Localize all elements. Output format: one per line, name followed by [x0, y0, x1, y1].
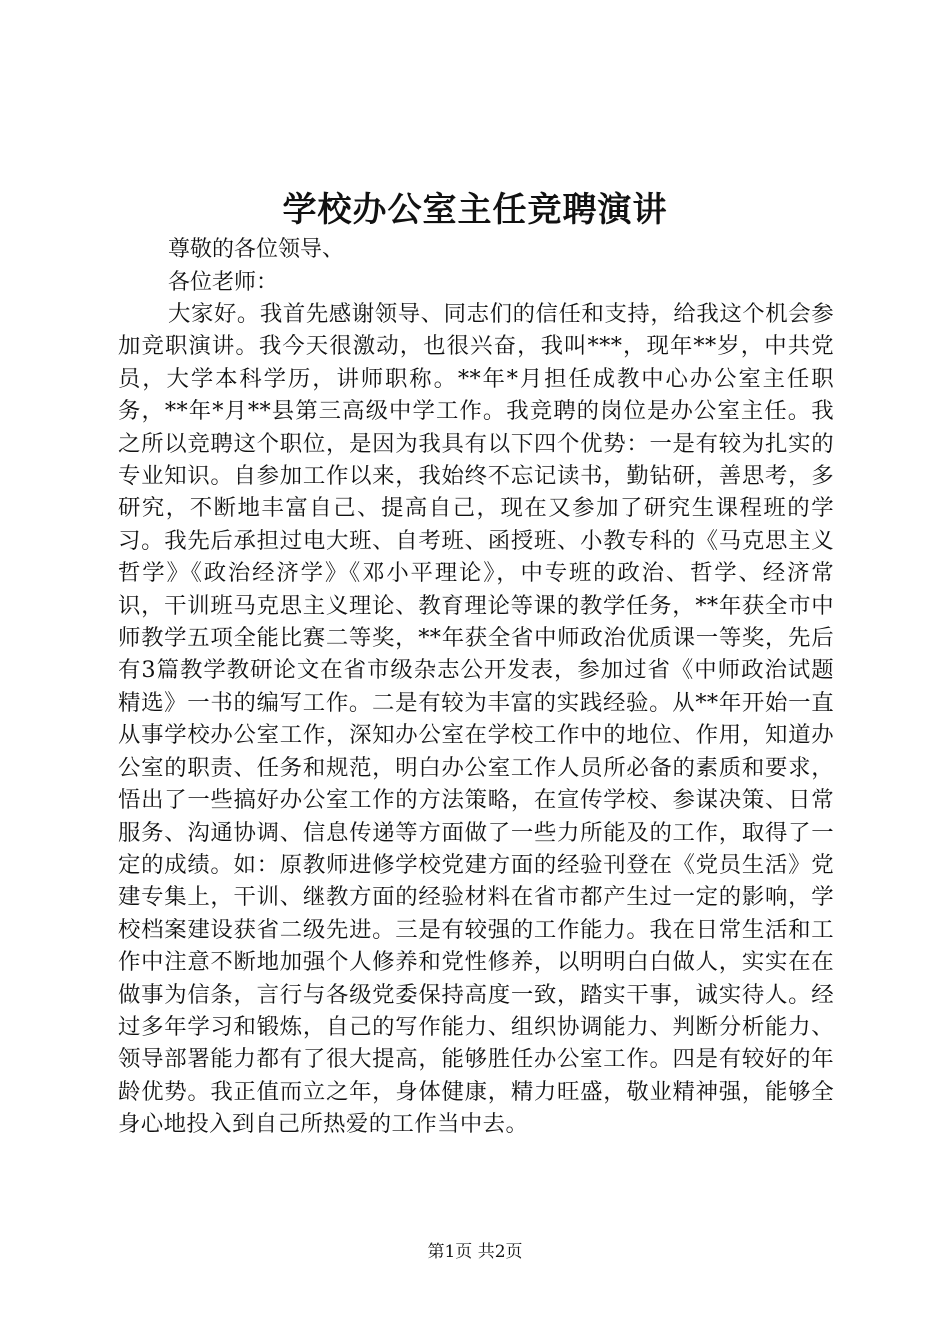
salutation-teachers: 各位老师：	[168, 270, 279, 295]
salutation-leaders: 尊敬的各位领导、	[168, 237, 345, 262]
document-title: 学校办公室主任竞聘演讲	[282, 190, 668, 230]
speech-body: 大家好。我首先感谢领导、同志们的信任和支持，给我这个机会参加竞职演讲。我今天很激动，也很兴奋，我叫***，现年**岁，中共党员，大学本科学历，讲师职称。**年*月担任成教中心办公室主任职务，**年*月**县第三高级中学工作。我竞聘的岗位是办公室主任。我之所以竞聘这个职位，是因为我具有以下四个优势：一是有较为扎实的专业知识。自参加工作以来，我始终不忘记读书，勤钻研，善思考，多研究，不断地丰富自己、提高自己，现在又参加了研究生课程班的学习。我先后承担过电大班、自考班、函授班、小教专科的《马克思主义哲学》《政治经济学》《邓小平理论》，中专班的政治、哲学、经济常识，干训班马克思主义理论、教育理论等课的教学任务，**年获全市中师教学五项全能比赛二等奖，**年获全省中师政治优质课一等奖，先后有3篇教学教研论文在省市级杂志公开发表，参加过省《中师政治试题精选》一书的编写工作。二是有较为丰富的实践经验。从**年开始一直从事学校办公室工作，深知办公室在学校工作中的地位、作用，知道办公室的职责、任务和规范，明白办公室工作人员所必备的素质和要求，悟出了一些搞好办公室工作的方法策略，在宣传学校、参谋决策、日常服务、沟通协调、信息传递等方面做了一些力所能及的工作，取得了一定的成绩。如：原教师进修学校党建方面的经验刊登在《党员生活》党建专集上，干训、继教方面的经验材料在省市都产生过一定的影响，学校档案建设获省二级先进。三是有较强的工作能力。我在日常生活和工作中注意不断地加强个人修养和党性修养，以明明白白做人，实实在在做事为信条，言行与各级党委保持高度一致，踏实干事，诚实待人。经过多年学习和锻炼，自己的写作能力、组织协调能力、判断分析能力、领导部署能力都有了很大提高，能够胜任办公室工作。四是有较好的年龄优势。我正值而立之年，身体健康，精力旺盛，敬业精神强，能够全身心地投入到自己所热爱的工作当中去。	[118, 301, 834, 1138]
page-number-footer: 第1页 共2页	[427, 1242, 523, 1262]
